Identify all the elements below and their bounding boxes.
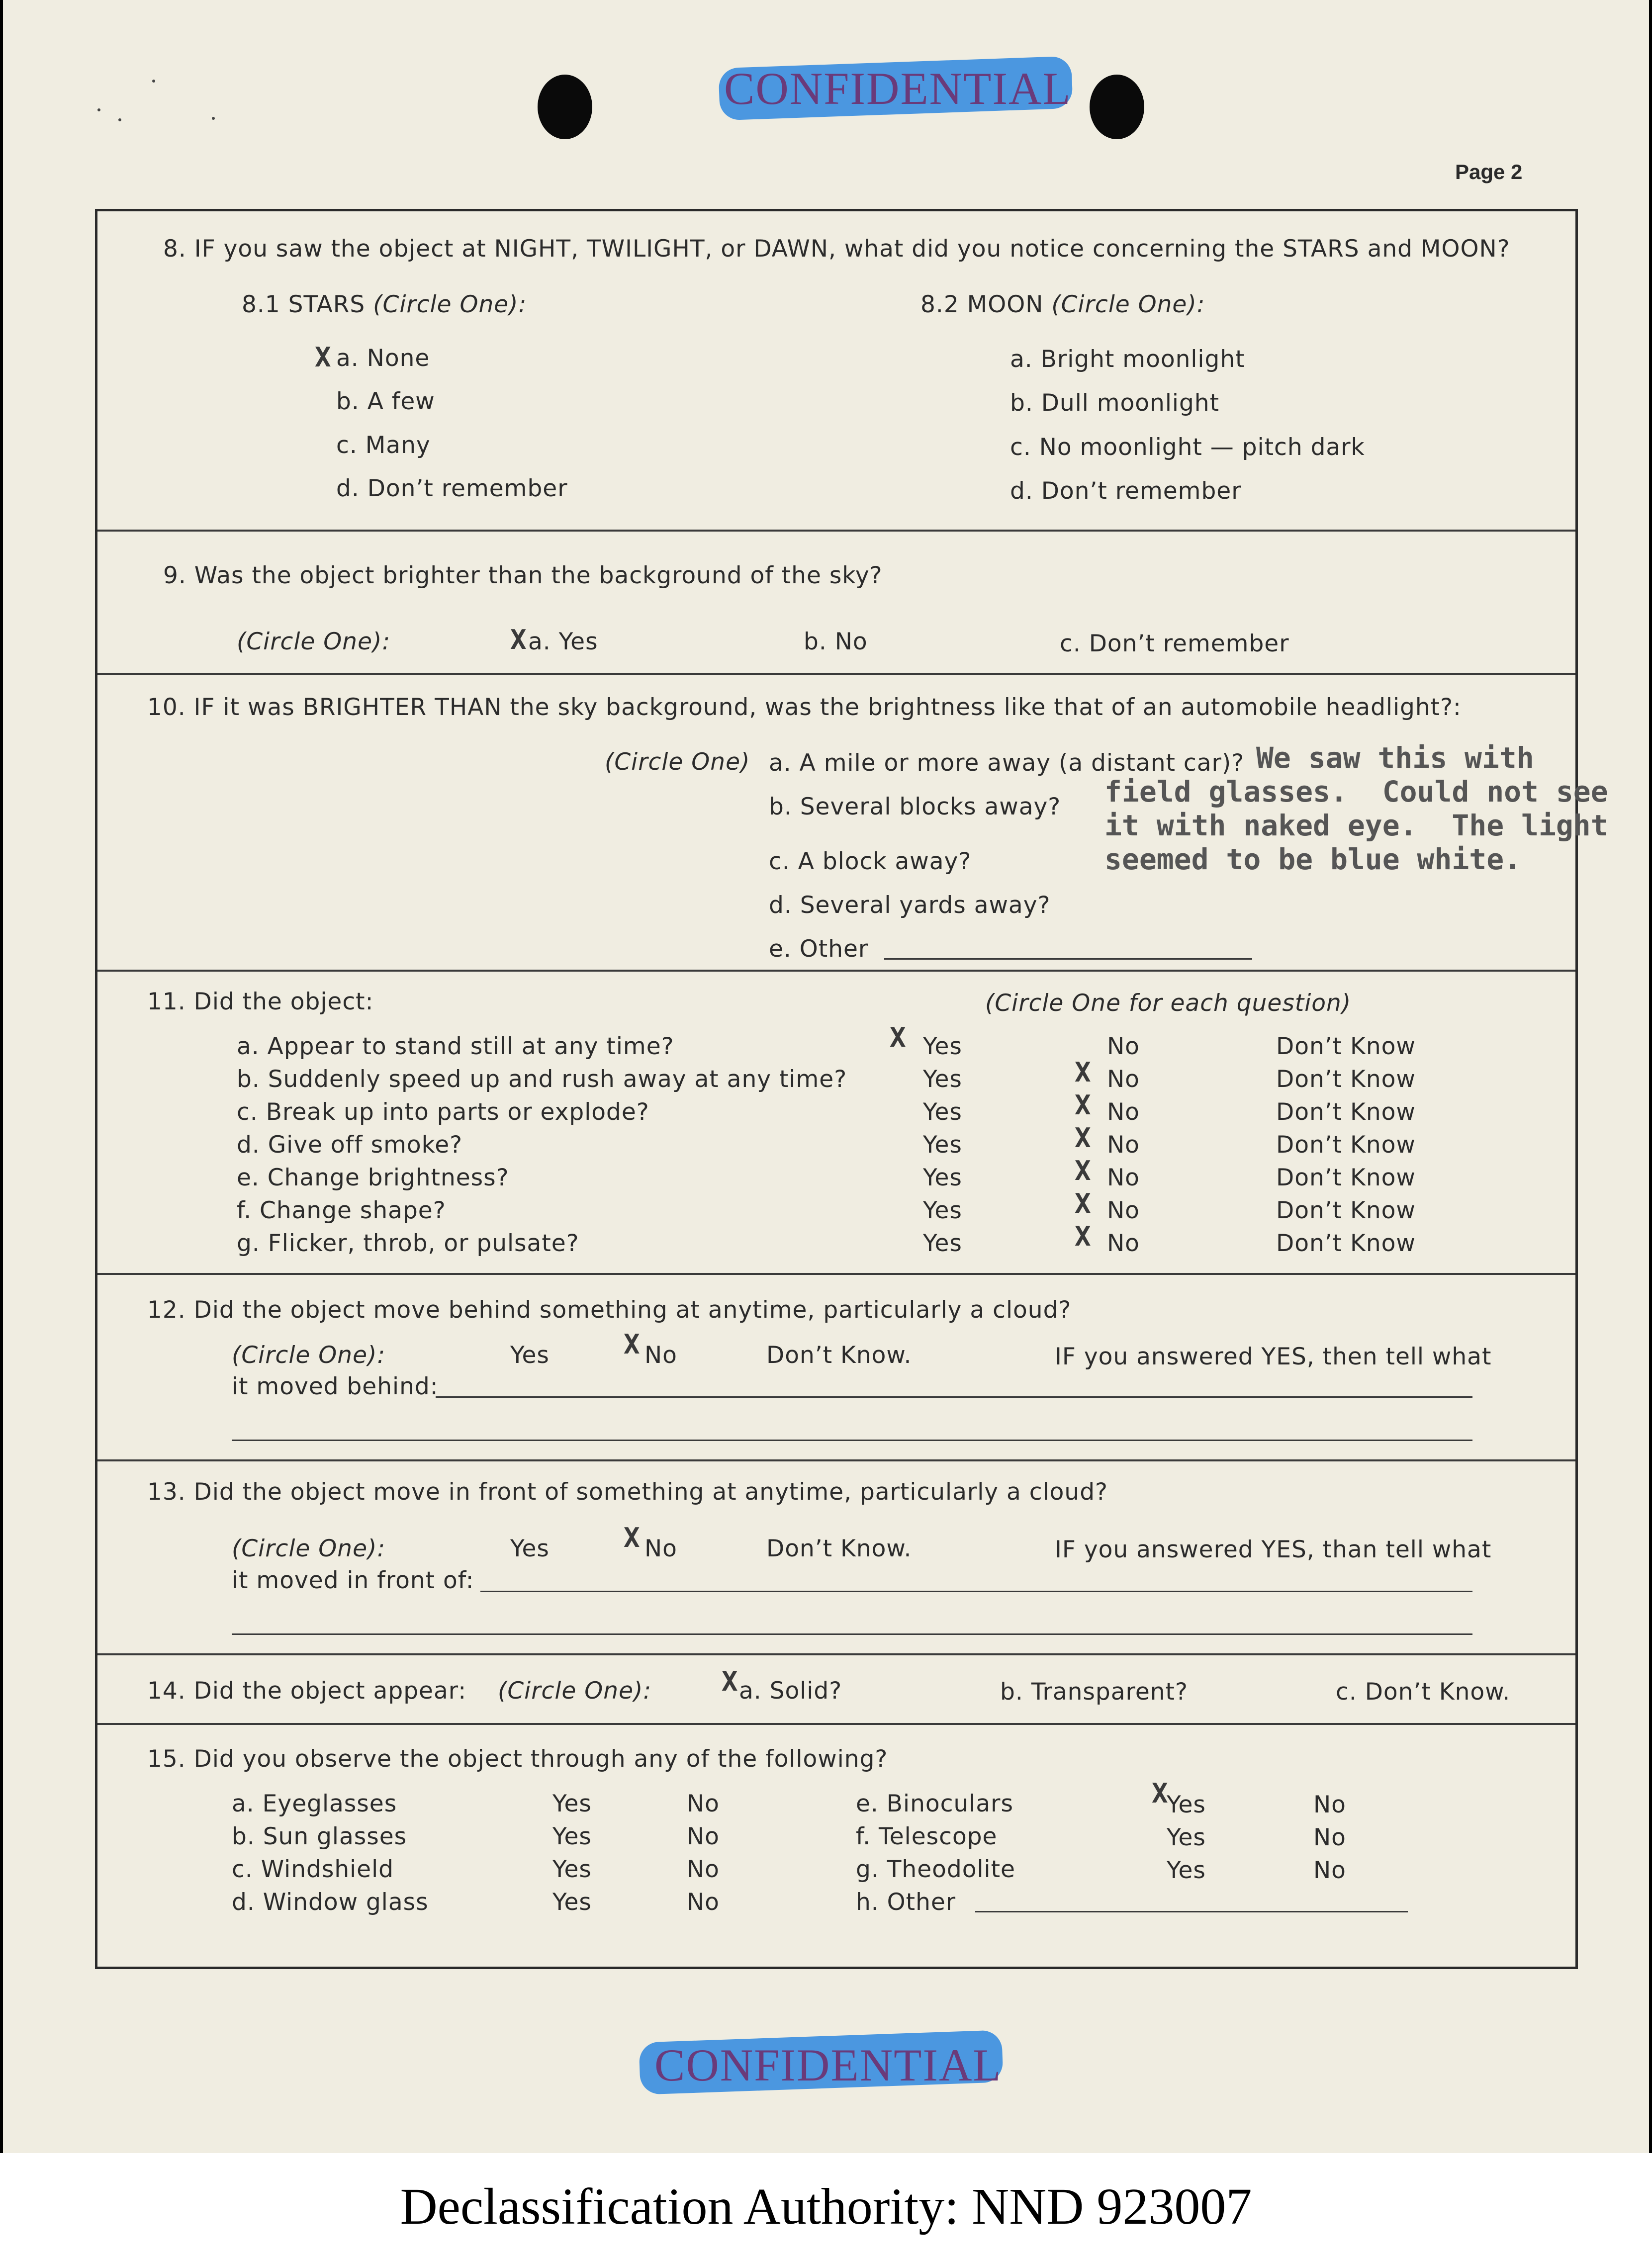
divider [97, 530, 1575, 532]
q13-mark: X [624, 1522, 640, 1553]
divider [97, 1273, 1575, 1275]
q10-question: 10. IF it was BRIGHTER THAN the sky background, was the brightness like that of an automobile headlight?: [147, 694, 1462, 721]
q11-instr: (Circle One for each question) [985, 990, 1352, 1017]
q11-item: a. Appear to stand still at any time? [237, 1033, 674, 1060]
q9-mark: X [510, 624, 527, 655]
q15-right-item: g. Theodolite [856, 1856, 1015, 1883]
q11-item: b. Suddenly speed up and rush away at any time? [237, 1066, 847, 1093]
q15-no: No [1313, 1824, 1346, 1851]
punch-hole-right [1090, 75, 1144, 139]
divider [97, 1653, 1575, 1655]
q8-moon-option: b. Dull moonlight [1010, 389, 1219, 417]
q10-option: e. Other [769, 935, 869, 963]
q15-yes: Yes [1167, 1791, 1206, 1818]
q10-other-line [884, 958, 1252, 960]
q8-moon-option: d. Don’t remember [1010, 477, 1242, 505]
q13-followup: IF you answered YES, than tell what [1055, 1536, 1492, 1563]
paper-speck [118, 118, 121, 121]
q15-no: No [687, 1856, 720, 1883]
q11-no: No [1107, 1230, 1140, 1257]
q13-no: No [644, 1535, 677, 1562]
q12-answer-line [436, 1396, 1472, 1398]
q11-mark: X [890, 1022, 906, 1053]
q8-stars-mark: X [315, 342, 331, 373]
q11-dk: Don’t Know [1276, 1164, 1416, 1191]
q15-right-item: e. Binoculars [856, 1790, 1013, 1817]
q10-typed-note-line: field glasses. Could not see [1104, 775, 1608, 809]
q15-left-item: b. Sun glasses [232, 1823, 407, 1850]
q9-option: b. No [804, 628, 868, 655]
q11-no: No [1107, 1098, 1140, 1126]
q15-left-item: d. Window glass [232, 1889, 429, 1916]
q13-instr: (Circle One): [232, 1535, 386, 1562]
q11-yes: Yes [923, 1230, 962, 1257]
q11-dk: Don’t Know [1276, 1230, 1416, 1257]
q11-dk: Don’t Know [1276, 1066, 1416, 1093]
q11-yes: Yes [923, 1098, 962, 1126]
divider [97, 673, 1575, 675]
q8-stars-option: b. A few [336, 388, 435, 415]
q8-stars-option: d. Don’t remember [336, 475, 568, 502]
q8-stars-instr: (Circle One): [373, 291, 527, 318]
q10-typed-note-line: seemed to be blue white. [1104, 842, 1522, 876]
page-number: Page 2 [1455, 160, 1523, 183]
q11-yes: Yes [923, 1197, 962, 1224]
q10-option: a. A mile or more away (a distant car)? [769, 749, 1245, 777]
q11-dk: Don’t Know [1276, 1197, 1416, 1224]
q12-followup-2: it moved behind: [232, 1373, 439, 1400]
q13-followup-2: it moved in front of: [232, 1567, 474, 1594]
q15-other-line [975, 1911, 1408, 1912]
q15-yes: Yes [1167, 1857, 1206, 1884]
paper-speck [152, 80, 155, 83]
q11-yes: Yes [923, 1164, 962, 1191]
q11-no: No [1107, 1131, 1140, 1159]
q12-no: No [644, 1342, 677, 1369]
q15-yes: Yes [552, 1889, 592, 1916]
q11-item: d. Give off smoke? [237, 1131, 463, 1159]
q12-question: 12. Did the object move behind something at anytime, particularly a cloud? [147, 1296, 1072, 1324]
q8-moon-heading [920, 291, 1205, 318]
q8-question: 8. IF you saw the object at NIGHT, TWILIGHT, or DAWN, what did you notice concerning the STARS and MOON? [163, 235, 1510, 263]
q15-yes: Yes [552, 1790, 592, 1817]
q11-no: No [1107, 1197, 1140, 1224]
q8-moon-option: c. No moonlight — pitch dark [1010, 434, 1365, 461]
divider [97, 1723, 1575, 1725]
q12-answer-line [232, 1440, 1472, 1441]
q14-option: a. Solid? [739, 1677, 842, 1705]
q11-no: No [1107, 1164, 1140, 1191]
q11-item: f. Change shape? [237, 1197, 446, 1224]
q13-yes: Yes [510, 1535, 550, 1562]
q12-followup: IF you answered YES, then tell what [1055, 1343, 1492, 1370]
q11-mark: X [1075, 1089, 1091, 1121]
q11-mark: X [1075, 1188, 1091, 1219]
paper-speck [212, 117, 215, 120]
q13-answer-line [232, 1633, 1472, 1635]
q8-moon-instr: (Circle One): [1051, 291, 1205, 318]
q8-stars-option: c. Many [336, 432, 431, 459]
q11-item: c. Break up into parts or explode? [237, 1098, 649, 1126]
q15-no: No [687, 1889, 720, 1916]
divider [97, 1459, 1575, 1461]
declassification-footer [0, 2153, 1652, 2260]
q12-instr: (Circle One): [232, 1342, 386, 1369]
q11-item: g. Flicker, throb, or pulsate? [237, 1230, 579, 1257]
punch-hole-left [538, 75, 592, 139]
q14-mark: X [722, 1666, 738, 1697]
q10-option: d. Several yards away? [769, 892, 1051, 919]
q9-question: 9. Was the object brighter than the background of the sky? [163, 562, 883, 589]
divider [97, 970, 1575, 972]
q10-typed-note-line: We saw this with [1256, 741, 1534, 775]
q15-no: No [1313, 1857, 1346, 1884]
q8-stars-heading [242, 291, 527, 318]
q11-mark: X [1075, 1221, 1091, 1252]
q11-dk: Don’t Know [1276, 1033, 1416, 1060]
confidential-stamp-bottom: CONFIDENTIAL [654, 2040, 1002, 2090]
q9-option: c. Don’t remember [1060, 630, 1289, 657]
q11-no: No [1107, 1066, 1140, 1093]
q11-yes: Yes [923, 1131, 962, 1159]
q11-dk: Don’t Know [1276, 1131, 1416, 1159]
q11-item: e. Change brightness? [237, 1164, 509, 1191]
q11-dk: Don’t Know [1276, 1098, 1416, 1126]
q12-yes: Yes [510, 1342, 550, 1369]
q10-option: c. A block away? [769, 848, 972, 875]
confidential-stamp-top: CONFIDENTIAL [724, 63, 1072, 114]
q11-question: 11. Did the object: [147, 988, 374, 1015]
q11-yes: Yes [923, 1066, 962, 1093]
q8-stars-title: 8.1 STARS [242, 291, 373, 318]
q15-left-item: c. Windshield [232, 1856, 394, 1883]
q14-option: b. Transparent? [1000, 1678, 1188, 1706]
q15-question: 15. Did you observe the object through any of the following? [147, 1745, 888, 1773]
q15-right-item: f. Telescope [856, 1823, 998, 1850]
q15-no: No [687, 1790, 720, 1817]
q15-yes: Yes [552, 1823, 592, 1850]
q12-mark: X [624, 1329, 640, 1360]
q15-no: No [687, 1823, 720, 1850]
q13-question: 13. Did the object move in front of something at anytime, particularly a cloud? [147, 1478, 1108, 1506]
q15-yes: Yes [1167, 1824, 1206, 1851]
q10-option: b. Several blocks away? [769, 793, 1061, 820]
q11-yes: Yes [923, 1033, 962, 1060]
paper-speck [97, 108, 100, 111]
q14-question: 14. Did the object appear: [147, 1677, 467, 1705]
q10-instr: (Circle One) [605, 748, 750, 776]
q13-answer-line [480, 1591, 1472, 1592]
q11-mark: X [1075, 1122, 1091, 1154]
q8-stars-option: a. None [336, 345, 430, 372]
q11-mark: X [1075, 1155, 1091, 1186]
q9-instr: (Circle One): [237, 628, 391, 655]
q15-left-item: a. Eyeglasses [232, 1790, 397, 1817]
q8-moon-title: 8.2 MOON [920, 291, 1052, 318]
q11-mark: X [1075, 1057, 1091, 1088]
q15-no: No [1313, 1791, 1346, 1818]
q13-dk: Don’t Know. [766, 1535, 912, 1562]
q12-dk: Don’t Know. [766, 1342, 912, 1369]
document-page [3, 0, 1649, 2153]
q8-moon-option: a. Bright moonlight [1010, 346, 1245, 373]
q15-right-item: h. Other [856, 1889, 956, 1916]
q9-option: a. Yes [528, 628, 598, 655]
q10-typed-note-line: it with naked eye. The light [1104, 809, 1608, 842]
questionnaire-form [95, 209, 1608, 1969]
q14-option: c. Don’t Know. [1336, 1678, 1511, 1706]
q15-mark: X [1152, 1778, 1168, 1809]
q14-instr: (Circle One): [498, 1677, 652, 1705]
q15-yes: Yes [552, 1856, 592, 1883]
q11-no: No [1107, 1033, 1140, 1060]
declassification-text: Declassification Authority: NND 923007 [400, 2178, 1252, 2235]
